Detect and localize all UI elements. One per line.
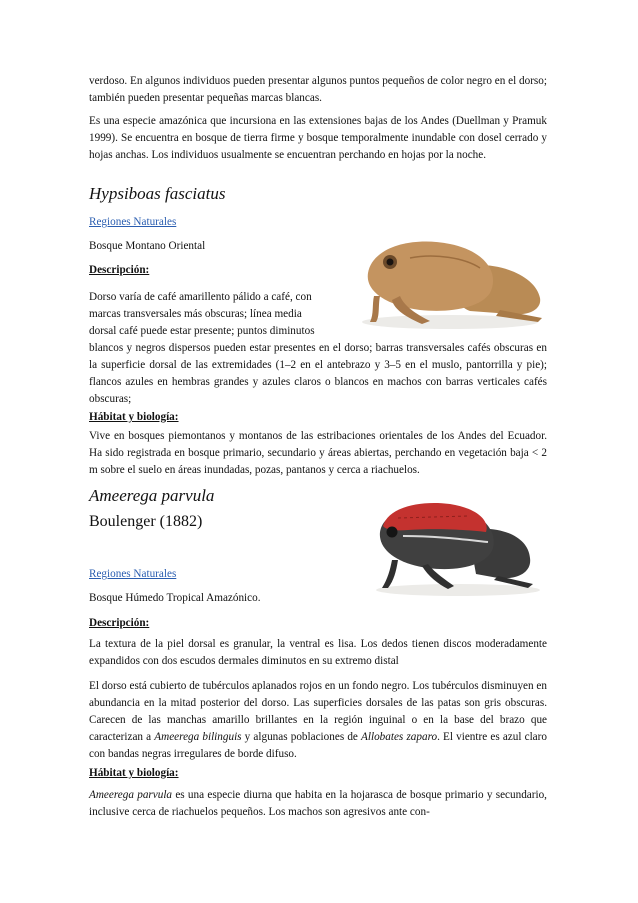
habitat-paragraph-2	[89, 787, 547, 821]
intro-paragraph-2: Es una especie amazónica que incursiona en las extensiones bajas de los Andes (Duellman y Pramuk 1999). Se encuentra en bosque de tierra firme y bosque temporalmente inundable con dosel cerrado y hojas anchas. Los individuos usualmente se encuentran perchando en hojas por la noche.	[89, 115, 547, 161]
habitat-paragraph-1: Vive en bosques piemontanos y montanos de las estribaciones orientales de los Andes del Ecuador. Ha sido registrada en bosque primario, secundario y áreas abiertas, perchando en vegetación baja < 2 m sobre el suelo en áreas inundadas, pozas, pantanos y cerca a riachuelos.	[89, 430, 547, 476]
description-text-part: . El vientre es azul claro con bandas negras irregulares de borde difuso.	[89, 731, 547, 760]
description-line-3: dorsal café puede estar presente; puntos diminutos	[89, 325, 315, 337]
description-heading-1: Descripción:	[89, 264, 150, 276]
description-text-part: y algunas poblaciones de	[241, 731, 362, 743]
regiones-naturales-link-2[interactable]: Regiones Naturales	[89, 568, 177, 580]
regiones-naturales-link-1[interactable]: Regiones Naturales	[89, 216, 177, 228]
description-line-1: Dorso varía de café amarillento pálido a café, con	[89, 291, 312, 303]
ameerega-parvula-photo	[358, 480, 548, 598]
species-name-italic: Allobates zaparo	[361, 731, 438, 743]
habitat-heading-2: Hábitat y biología:	[89, 767, 179, 779]
description-paragraph-2a: La textura de la piel dorsal es granular, la ventral es lisa. Los dedos tienen discos moderadamente expandidos con dos escudos dermales diminutos en su extremo distal	[89, 638, 547, 667]
species-title-hypsiboas: Hypsiboas fasciatus	[89, 184, 226, 203]
habitat-heading-1: Hábitat y biología:	[89, 411, 179, 423]
species-name-italic: Ameerega bilinguis	[154, 731, 242, 743]
region-label-1: Bosque Montano Oriental	[89, 240, 206, 252]
description-continued-1: blancos y negros dispersos pueden estar presentes en el dorso; barras transversales cafés obscuras en la superficie dorsal de las extremidades (1–2 en el antebrazo y 3–5 en el muslo, pantorrilla y pie); flancos azules en hembras grandes y azules claros o blancos en machos con barras verticales cafés obscuras;	[89, 342, 547, 405]
species-author: Boulenger (1882)	[89, 513, 203, 530]
habitat-text-part: es una especie diurna que habita en la hojarasca de bosque primario y secundario, inclusive cerca de riachuelos pequeños. Los machos son agresivos ante con-	[89, 789, 547, 818]
species-title-ameerega: Ameerega parvula	[89, 486, 215, 505]
description-text-part: El dorso está cubierto de tubérculos aplanados rojos en un fondo negro. Los tubérculos disminuyen en abundancia en la mitad posterior del dorso. Las superficies dorsales de las patas son gris obscuras. Carecen de las manchas amarillo brillantes en la región inguinal o en la base del brazo que caracterizan a	[89, 680, 547, 743]
hypsiboas-fasciatus-photo	[350, 218, 550, 333]
species-name-italic: Ameerega parvula	[89, 789, 173, 801]
description-paragraph-2b	[89, 678, 547, 763]
description-line-2: marcas transversales más obscuras; línea media	[89, 308, 302, 320]
description-heading-2: Descripción:	[89, 617, 150, 629]
region-label-2: Bosque Húmedo Tropical Amazónico.	[89, 592, 261, 604]
intro-paragraph-1: verdoso. En algunos individuos pueden presentar algunos puntos pequeños de color negro en el dorso; también pueden presentar pequeñas marcas blancas.	[89, 75, 547, 104]
